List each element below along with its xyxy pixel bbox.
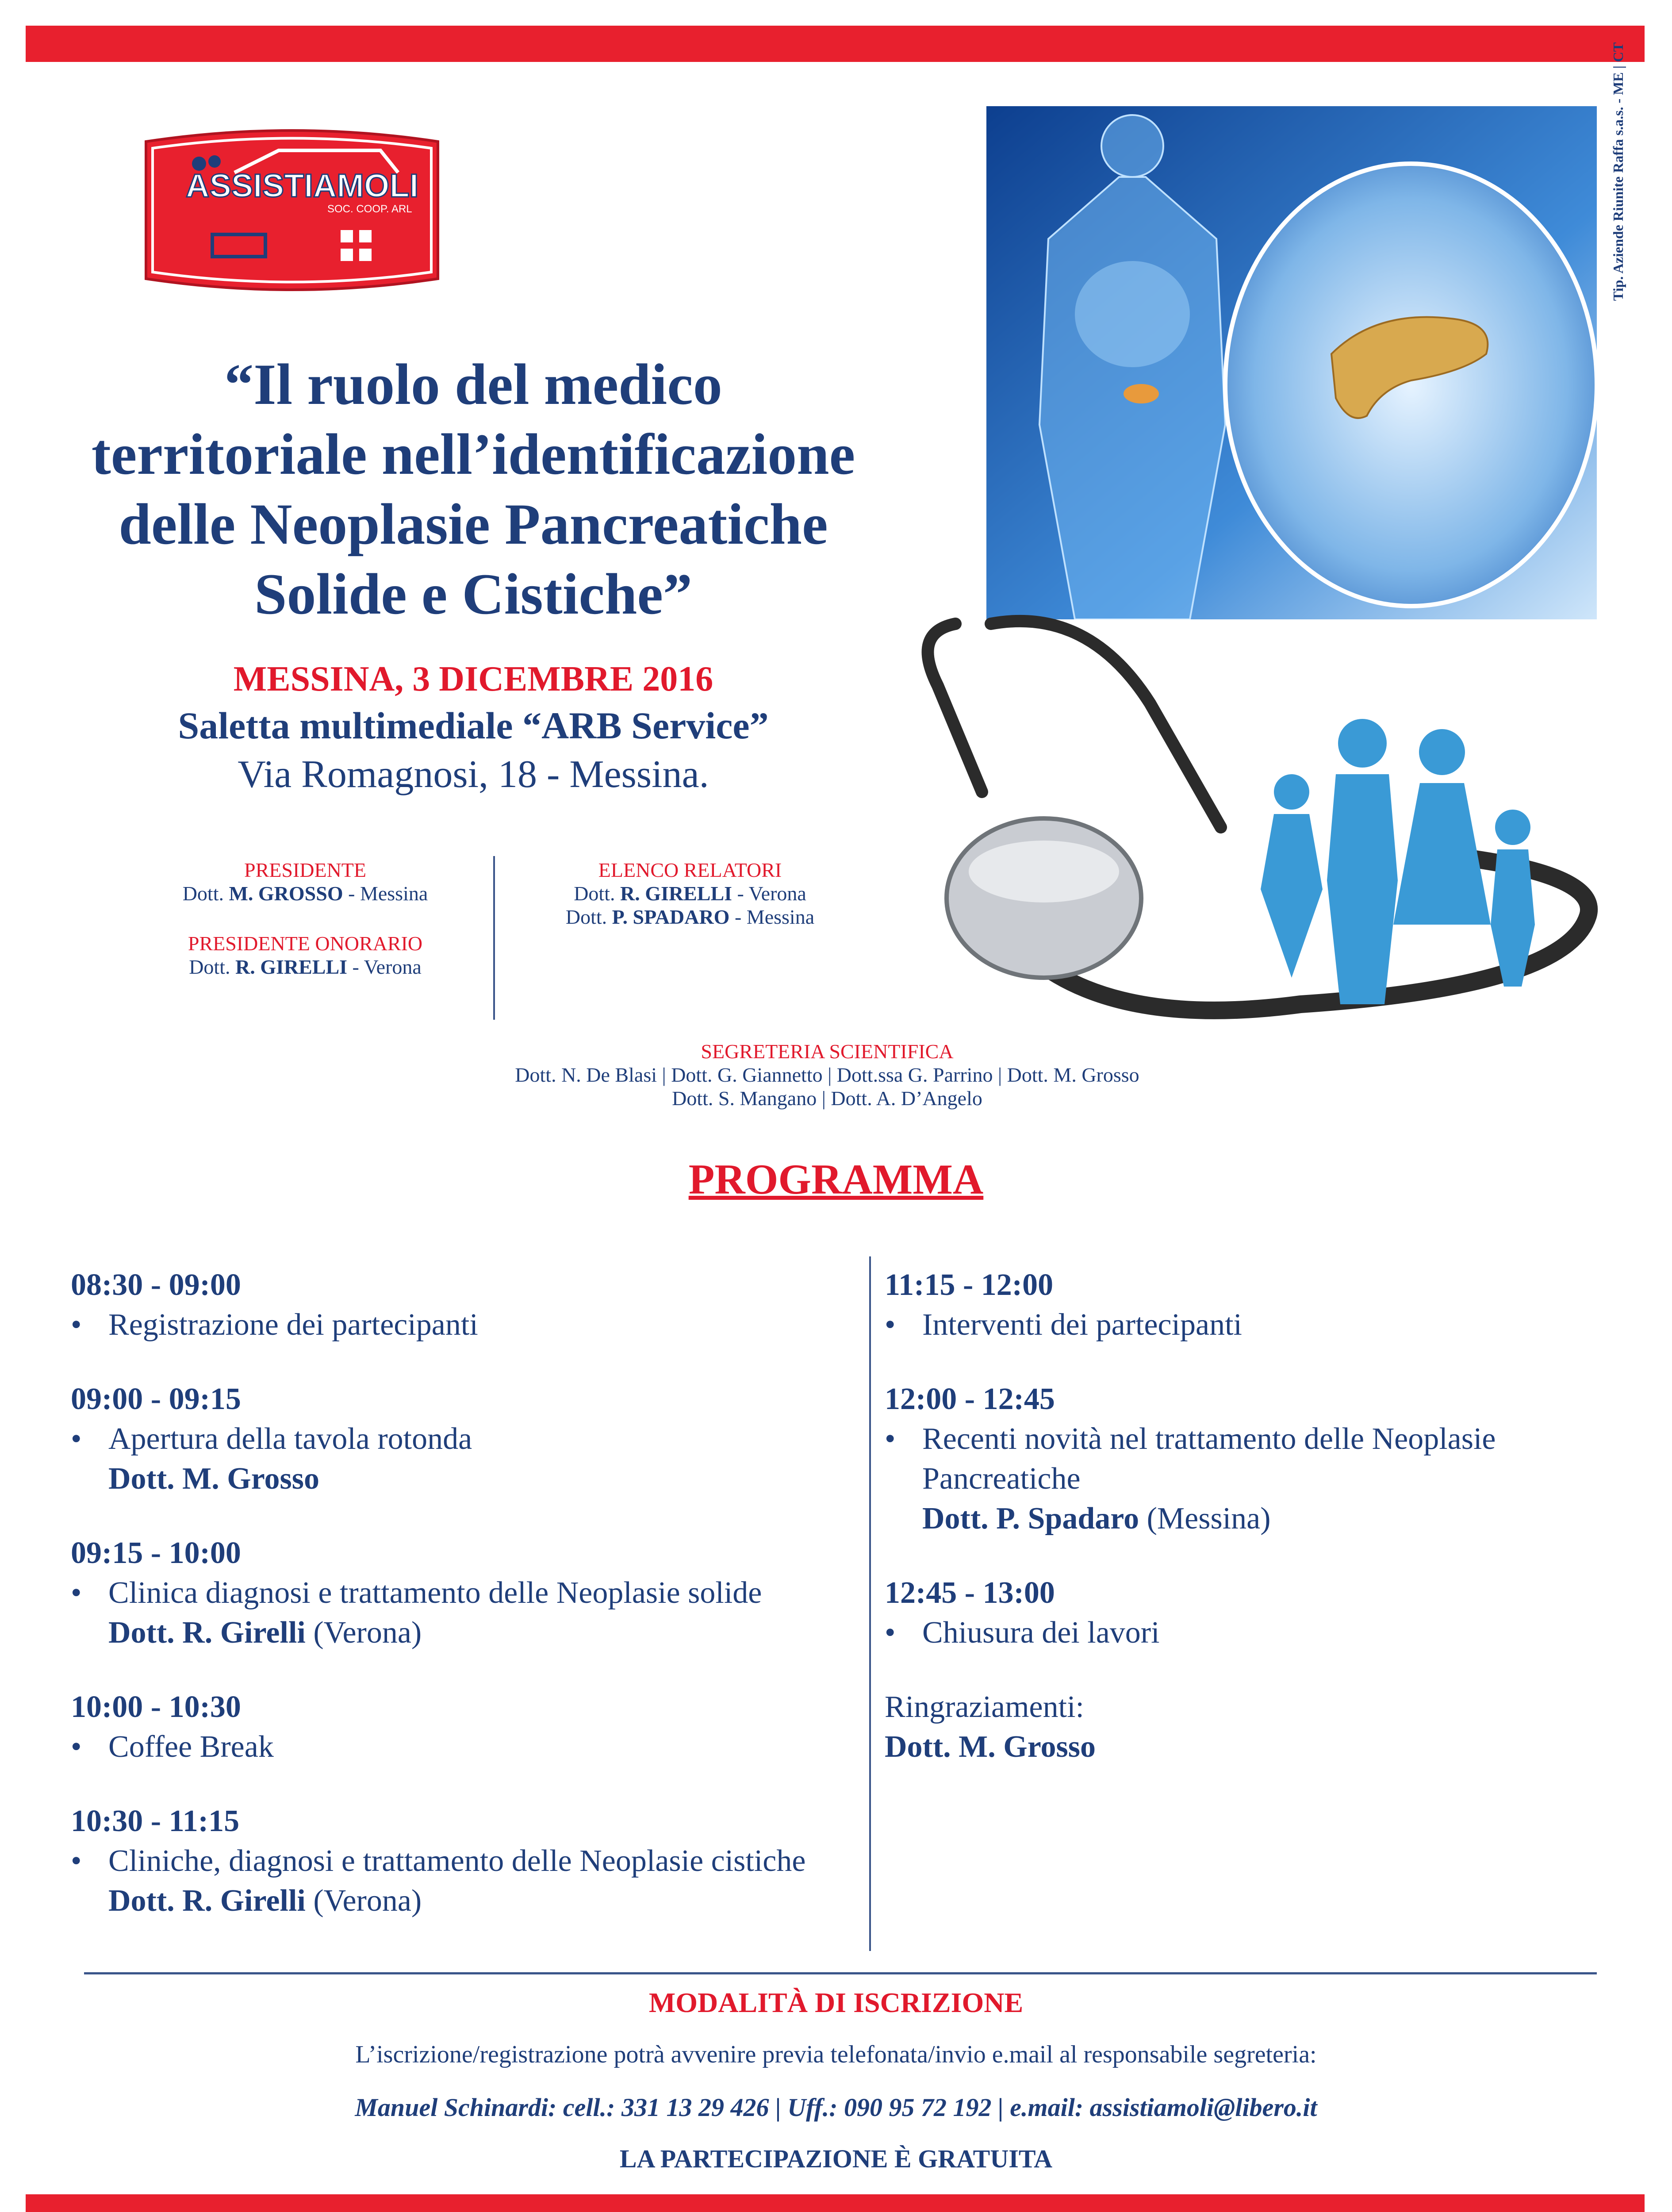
slot-speaker	[71, 1613, 867, 1653]
program-slot	[71, 1379, 867, 1499]
relatore-2-city: - Messina	[729, 906, 815, 928]
presidente-role: PRESIDENTE	[244, 859, 366, 881]
top-red-bar	[26, 26, 1645, 62]
anatomy-pancreas-image	[986, 106, 1597, 619]
slot-time: 12:00 - 12:45	[885, 1382, 1055, 1416]
slot-item-text: Interventi dei partecipanti	[922, 1308, 1242, 1342]
program-left-column	[71, 1265, 867, 1955]
presidente-onorario-person	[133, 955, 478, 979]
slot-time: 08:30 - 09:00	[71, 1268, 241, 1302]
program-slot	[885, 1379, 1619, 1539]
program-right-column	[885, 1265, 1619, 1801]
program-slot	[71, 1801, 867, 1921]
slot-item-text: Registrazione dei partecipanti	[108, 1308, 478, 1342]
program-slot	[71, 1687, 867, 1767]
event-date: MESSINA, 3 DICEMBRE 2016	[233, 660, 713, 699]
relatore-2	[509, 905, 871, 929]
slot-speaker	[71, 1881, 867, 1921]
bottom-red-bar	[26, 2194, 1645, 2212]
thanks-name: Dott. M. Grosso	[885, 1730, 1096, 1764]
slot-time: 11:15 - 12:00	[885, 1268, 1054, 1302]
slot-time: 09:15 - 10:00	[71, 1536, 241, 1570]
relatore-2-prefix: Dott.	[565, 906, 612, 928]
committee-divider	[493, 856, 495, 1020]
slot-item: • Apertura della tavola rotonda	[71, 1422, 472, 1456]
relatore-1-city: - Verona	[732, 882, 806, 905]
presidente-onorario-city: - Verona	[347, 956, 422, 978]
slot-item: • Coffee Break	[71, 1730, 274, 1764]
slot-item: • Interventi dei partecipanti	[885, 1308, 1242, 1342]
logo-subtitle: SOC. COOP. ARL	[327, 203, 412, 215]
event-address: Via Romagnosi, 18 - Messina.	[238, 753, 709, 796]
segreteria-role: SEGRETERIA SCIENTIFICA	[701, 1040, 954, 1063]
event-title	[27, 349, 920, 629]
print-credit: Tip. Aziende Riunite Raffa s.a.s. - ME | CT	[1610, 42, 1626, 301]
event-venue: Saletta multimediale “ARB Service”	[178, 704, 769, 747]
slot-time: 10:00 - 10:30	[71, 1690, 241, 1724]
slot-item-text: Chiusura dei lavori	[922, 1616, 1160, 1650]
slot-item: • Registrazione dei partecipanti	[71, 1308, 478, 1342]
speaker-name: Dott. P. Spadaro	[922, 1502, 1139, 1536]
speaker-city: (Verona)	[305, 1616, 422, 1650]
relatore-1	[509, 882, 871, 905]
registration-free-note: LA PARTECIPAZIONE È GRATUITA	[619, 2144, 1053, 2173]
program-slot	[71, 1533, 867, 1653]
slot-item: • Clinica diagnosi e trattamento delle Neoplasie solide	[71, 1576, 762, 1610]
segreteria-line-2: Dott. S. Mangano | Dott. A. D’Angelo	[672, 1087, 982, 1110]
segreteria-line-1: Dott. N. De Blasi | Dott. G. Giannetto | Dott.ssa G. Parrino | Dott. M. Grosso	[515, 1064, 1139, 1086]
speaker-name: Dott. M. Grosso	[108, 1462, 319, 1496]
presidente-prefix: Dott.	[182, 882, 229, 905]
slot-item: • Chiusura dei lavori	[885, 1616, 1160, 1650]
stethoscope-family-image	[902, 606, 1628, 1044]
title-line-1: “Il ruolo del medico	[224, 352, 722, 417]
speaker-city: (Verona)	[305, 1884, 422, 1918]
presidente-onorario-role: PRESIDENTE ONORARIO	[188, 932, 423, 955]
presidente-onorario-prefix: Dott.	[189, 956, 235, 978]
slot-time: 12:45 - 13:00	[885, 1576, 1055, 1610]
presidente-name: M. GROSSO	[229, 882, 343, 905]
relatore-1-prefix: Dott.	[574, 882, 620, 905]
logo-name: ASSISTIAMOLI	[186, 167, 419, 204]
presidente-onorario-name: R. GIRELLI	[235, 956, 348, 978]
registration-text: L’iscrizione/registrazione potrà avvenire previa telefonata/invio e.mail al responsabile segreteria:	[355, 2041, 1317, 2068]
committee-right	[509, 858, 871, 929]
slot-item-text: Recenti novità nel trattamento delle Neoplasie Pancreatiche	[922, 1422, 1496, 1496]
slot-time: 09:00 - 09:15	[71, 1382, 241, 1416]
slot-speaker	[885, 1499, 1619, 1539]
slot-item: • Recenti novità nel trattamento delle Neoplasie Pancreatiche	[885, 1422, 1496, 1496]
speaker-name: Dott. R. Girelli	[108, 1616, 306, 1650]
programma-title: PROGRAMMA	[688, 1156, 984, 1203]
slot-time: 10:30 - 11:15	[71, 1804, 240, 1838]
program-slot	[885, 1573, 1619, 1653]
section-divider	[84, 1972, 1597, 1974]
slot-speaker	[71, 1459, 867, 1499]
program-slot	[885, 1265, 1619, 1345]
relatori-role: ELENCO RELATORI	[598, 859, 782, 881]
relatore-2-name: P. SPADARO	[612, 906, 730, 928]
slot-item-text: Clinica diagnosi e trattamento delle Neoplasie solide	[108, 1576, 762, 1610]
title-line-2: territoriale nell’identificazione	[91, 422, 855, 487]
speaker-name: Dott. R. Girelli	[108, 1884, 306, 1918]
slot-item-text: Cliniche, diagnosi e trattamento delle Neoplasie cistiche	[108, 1844, 806, 1878]
program-divider	[869, 1256, 871, 1951]
thanks-label: Ringraziamenti:	[885, 1690, 1084, 1724]
presidente-city: - Messina	[343, 882, 428, 905]
assistiamoli-logo	[133, 124, 451, 296]
presidente-person	[133, 882, 478, 905]
slot-item-text: Coffee Break	[108, 1730, 274, 1764]
registration-title: MODALITÀ DI ISCRIZIONE	[648, 1987, 1024, 2018]
slot-item: • Cliniche, diagnosi e trattamento delle Neoplasie cistiche	[71, 1844, 806, 1878]
program-slot	[71, 1265, 867, 1345]
segreteria-scientifica	[310, 1040, 1345, 1110]
committee-left	[133, 858, 478, 979]
title-line-3: delle Neoplasie Pancreatiche	[119, 492, 828, 557]
speaker-city: (Messina)	[1139, 1502, 1271, 1536]
title-line-4: Solide e Cistiche”	[254, 561, 692, 626]
registration-contact: Manuel Schinardi: cell.: 331 13 29 426 | Uff.: 090 95 72 192 | e.mail: assistiamoli@libero.it	[355, 2093, 1317, 2122]
slot-item-text: Apertura della tavola rotonda	[108, 1422, 472, 1456]
thanks-block	[885, 1687, 1619, 1767]
relatore-1-name: R. GIRELLI	[620, 882, 732, 905]
